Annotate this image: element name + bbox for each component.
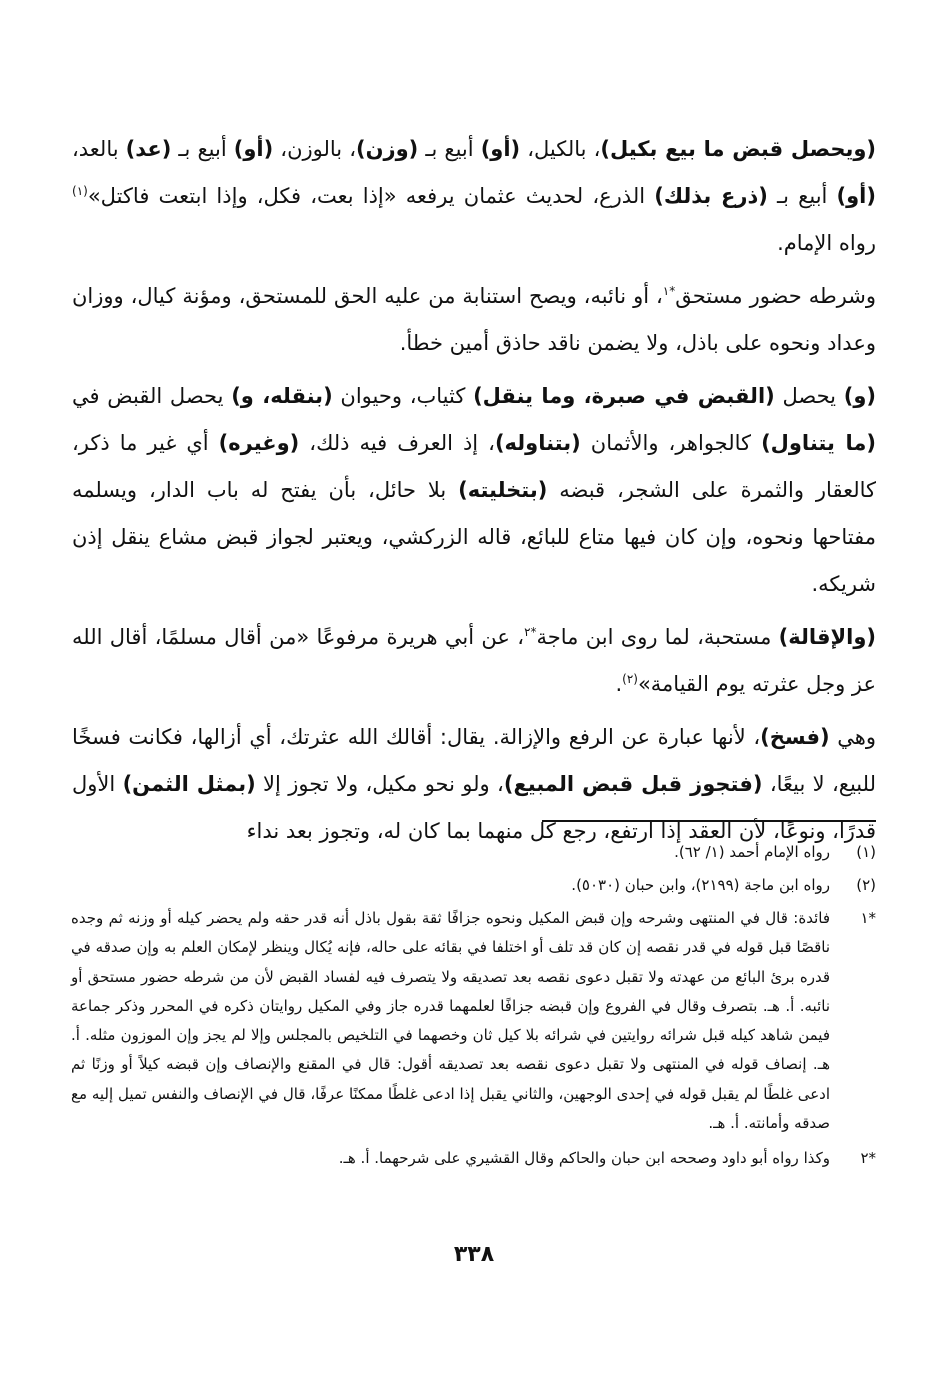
commentary-text: . (615, 672, 623, 696)
footnote-text: رواه ابن ماجة (٢١٩٩)، وابن حبان (٥٠٣٠). (571, 876, 830, 894)
matn-text: (ويحصل قبض ما بيع بكيل) (600, 137, 877, 161)
matn-text: (فتجوز قبل قبض المبيع) (503, 772, 763, 796)
commentary-text: وهي (829, 725, 876, 749)
footnote-marker: *٢ (860, 1149, 876, 1168)
footnote-separator (542, 820, 876, 822)
matn-text: (وغيره) (218, 431, 300, 455)
footnote-reference: *٢ (524, 625, 537, 639)
matn-text: (عد) (125, 137, 172, 161)
commentary-text: ، أو نائبه، ويصح استنابة من عليه الحق للمستحق، ومؤنة كيال، ووزان وعداد ونحوه على باذل، ولا يضمن ناقد حاذق أمين خطأ. (72, 284, 876, 355)
paragraph-4 (72, 614, 876, 708)
matn-text: (أو) (836, 184, 876, 208)
matn-text: (القبض في صبرة، وما ينقل) (473, 384, 775, 408)
paragraph-3 (72, 373, 876, 608)
footnote-star-2 (71, 1144, 876, 1173)
footnote-text: رواه الإمام أحمد (١/ ٦٢). (674, 843, 830, 861)
footnote-2 (71, 871, 876, 900)
matn-text: (وزن) (356, 137, 419, 161)
footnotes (71, 838, 876, 1177)
footnote-star-1 (71, 904, 876, 1138)
matn-text: (و) (843, 384, 876, 408)
footnote-marker: (٢) (856, 876, 876, 894)
commentary-text: ، بالوزن، (273, 137, 356, 161)
commentary-text: كثياب، وحيوان (332, 384, 474, 408)
commentary-text: الذرع، لحديث عثمان يرفعه «إذا بعت، فكل، وإذا ابتعت فاكتل» (87, 184, 655, 208)
paragraph-2 (72, 273, 876, 367)
commentary-text: أي غير ما ذكر، كالعقار والثمرة على الشجر، قبضه (72, 431, 877, 502)
matn-text: (ما يتناول) (761, 431, 876, 455)
main-text (72, 126, 876, 861)
footnote-reference: *١ (662, 284, 676, 298)
commentary-text: يحصل القبض في (72, 384, 232, 408)
commentary-text: ، لأنها عبارة عن الرفع والإزالة. يقال: أقالك الله عثرتك، أي أزالها، فكانت فسخًا للبيع، لا بيعًا، (72, 725, 876, 796)
commentary-text: ، بالكيل، (520, 137, 601, 161)
commentary-text: الأول قدرًا، ونوعًا، لأن العقد إذا ارتفع، رجع كل منهما بما كان له، وتجوز بعد نداء (72, 772, 876, 843)
matn-text: (بمثل الثمن) (122, 772, 256, 796)
footnote-1 (71, 838, 876, 867)
commentary-text: بلا حائل، بأن يفتح له باب الدار، ويسلمه مفتاحها ونحوه، وإن كان فيها متاع للبائع، قاله الزركشي، ويعتبر لجواز قبض مشاع ينقل إذن شريكه. (72, 478, 876, 596)
page-number: ٣٣٨ (453, 1242, 495, 1267)
matn-text: (أو) (233, 137, 274, 161)
commentary-text: ، ولو نحو مكيل، ولا تجوز إلا (255, 772, 504, 796)
commentary-text: رواه الإمام. (777, 231, 876, 255)
footnote-text: وكذا رواه أبو داود وصححه ابن حبان والحاكم وقال القشيري على شرحهما. أ. هـ. (338, 1149, 830, 1168)
commentary-text: ، إذ العرف فيه ذلك، (299, 431, 495, 455)
footnote-marker: *١ (860, 909, 876, 927)
matn-text: (بنقله، و) (231, 384, 333, 408)
commentary-text: ، عن أبي هريرة مرفوعًا «من أقال مسلمًا، أقال الله عز وجل عثرته يوم القيامة» (72, 625, 876, 696)
matn-text: (أو) (480, 137, 521, 161)
matn-text: (بتناوله) (494, 431, 581, 455)
commentary-text: أبيع بـ (418, 137, 481, 161)
commentary-text: مستحبة، لما روى ابن ماجة (536, 625, 779, 649)
commentary-text: أبيع بـ (171, 137, 234, 161)
matn-text: (فسخ) (760, 725, 830, 749)
commentary-text: أبيع بـ (767, 184, 837, 208)
commentary-text: كالجواهر، والأثمان (580, 431, 762, 455)
footnote-marker: (١) (856, 843, 876, 861)
matn-text: (والإقالة) (778, 625, 877, 649)
footnote-reference: (٢) (622, 672, 638, 686)
matn-text: (بتخليته) (458, 478, 548, 502)
commentary-text: يحصل (774, 384, 844, 408)
footnote-reference: (١) (72, 184, 88, 198)
footnote-text: فائدة: قال في المنتهى وشرحه وإن قبض المكيل ونحوه جزافًا ثقة بقول باذل أنه قدر حقه ولم يحضر كيله أو وزنه ثم وجده ناقصًا قبل قوله في قدر نقصه إن كان قد تلف أو اختلفا في بقائه على حاله، فإنه يُكال وينظر لإمكان العلم به وإن صدقه في قدره برئ البائع من عهدته ولا تقبل دعوى نقصه بعد تصديقه ولا يتصرف فيه لفساد القبض لأن من شرطه حضور مستحق أو نائبه. أ. هـ. بتصرف وقال في الفروع وإن قبضه جزافًا لعلمهما قدره جاز وفي المكيل روايتان ذكره في المحرر وذكر جماعة فيمن شاهد كيله قبل شرائه روايتين في شرائه بلا كيل ثان وخصهما في التلخيص بالمجلس وإلا لم يجز وإن الموزون مثله. أ. هـ. إنصاف قوله في المنتهى ولا تقبل دعوى نقصه بعد تصديقه أقول: قال في المقنع والإنصاف وإن قبضه كيلاً أو وزنًا ثم ادعى غلطًا لم يقبل قوله في إحدى الوجهين، والثاني يقبل إذا ادعى غلطًا ممكنًا عرفًا، قال في الإنصاف والنفس تميل إليه مع صدقه وأمانته. أ. هـ. (71, 909, 830, 1133)
paragraph-5 (72, 714, 876, 855)
commentary-text: بالعد، (72, 137, 126, 161)
paragraph-1 (72, 126, 876, 267)
commentary-text: وشرطه حضور مستحق (675, 284, 876, 308)
matn-text: (ذرع بذلك) (654, 184, 768, 208)
